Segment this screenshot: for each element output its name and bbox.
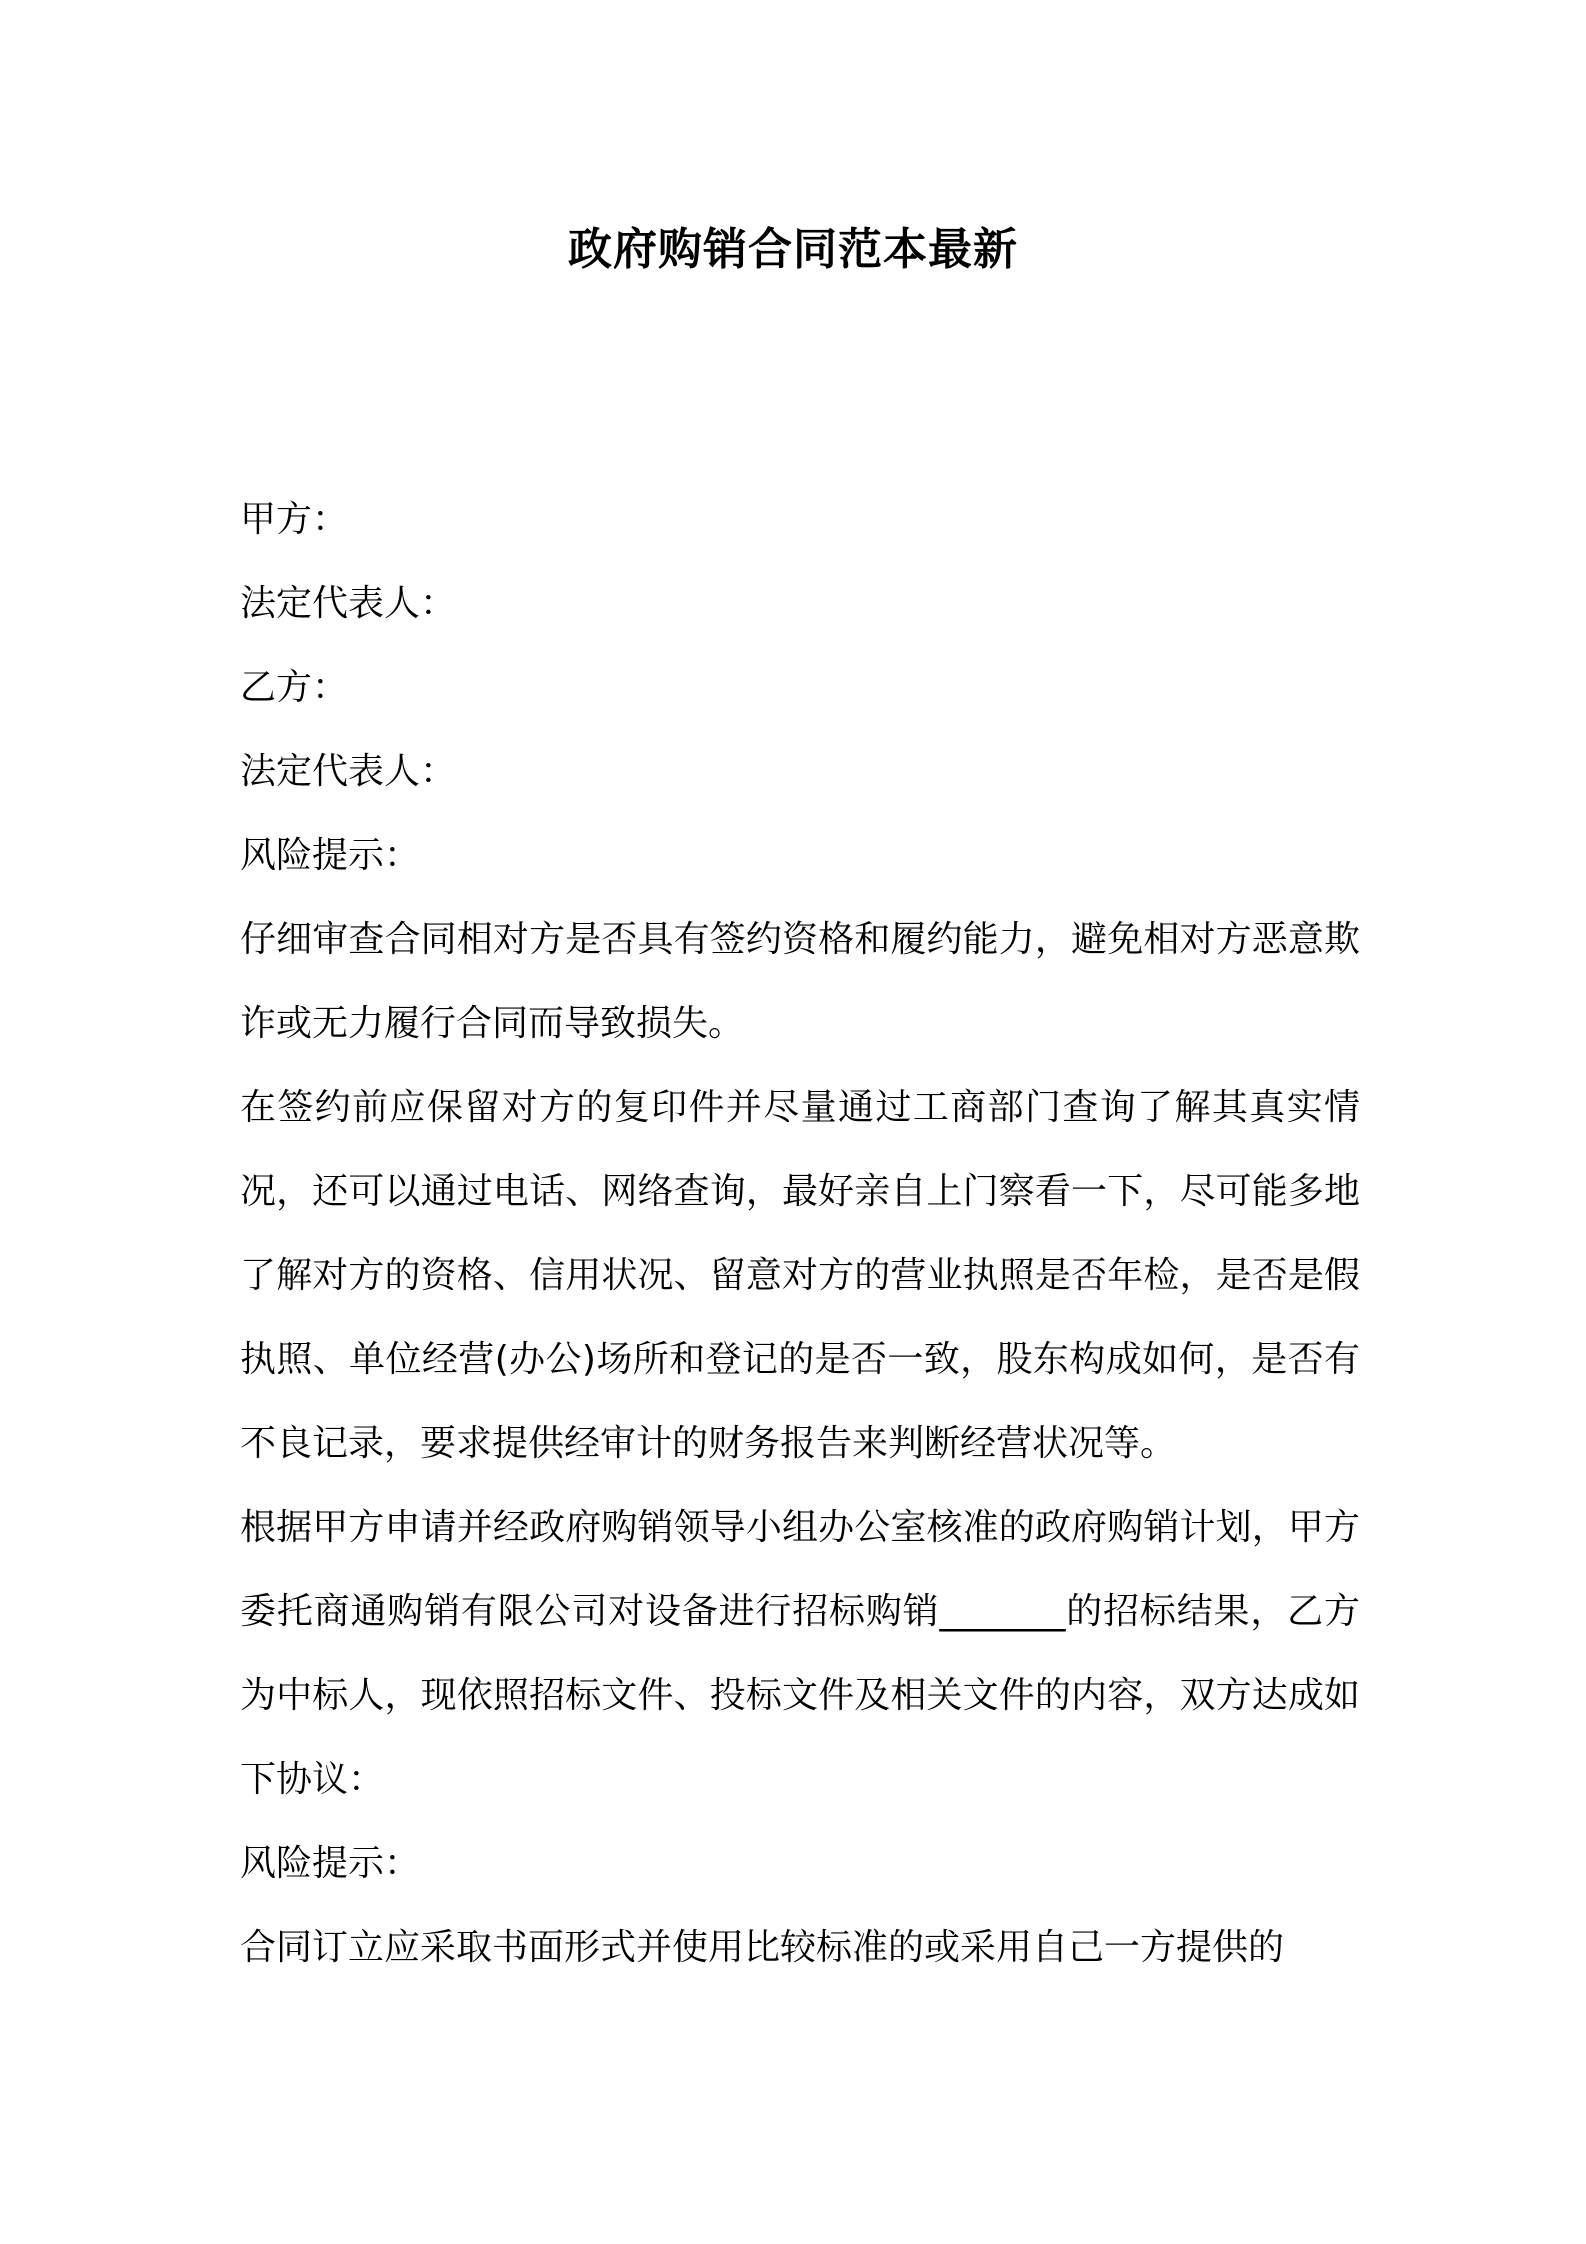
party-b-line: 乙方： bbox=[240, 667, 349, 708]
risk-label: 风险提示： bbox=[240, 835, 421, 876]
risk-paragraph: 在签约前应保留对方的复印件并尽量通过工商部门查询了解其真实情况，还可以通过电话、网络查询，最好亲自上门察看一下，尽可能多地了解对方的资格、信用状况、留意对方的营业执照是否年检，是否是假执照、单位经营(办公)场所和登记的是否一致，股东构成如何，是否有不良记录，要求提供经审计的财务报告来判断经营状况等。 bbox=[240, 1087, 1360, 1464]
preamble-paragraph: 根据甲方申请并经政府购销领导小组办公室核准的政府购销计划，甲方委托商通购销有限公司对设备进行招标购销_______的招标结果，乙方为中标人，现依照招标文件、投标文件及相关文件的内容，双方达成如下协议： bbox=[240, 1507, 1360, 1800]
party-b-rep-line: 法定代表人： bbox=[240, 751, 457, 792]
party-a-rep-line: 法定代表人： bbox=[240, 583, 457, 624]
document-title: 政府购销合同范本最新 bbox=[568, 224, 1018, 275]
risk-paragraph: 合同订立应采取书面形式并使用比较标准的或采用自己一方提供的 bbox=[240, 1927, 1285, 1968]
risk-label: 风险提示： bbox=[240, 1843, 421, 1884]
party-a-line: 甲方： bbox=[240, 499, 349, 540]
document-body bbox=[240, 478, 1360, 1990]
risk-paragraph: 仔细审查合同相对方是否具有签约资格和履约能力，避免相对方恶意欺诈或无力履行合同而导致损失。 bbox=[240, 919, 1360, 1044]
